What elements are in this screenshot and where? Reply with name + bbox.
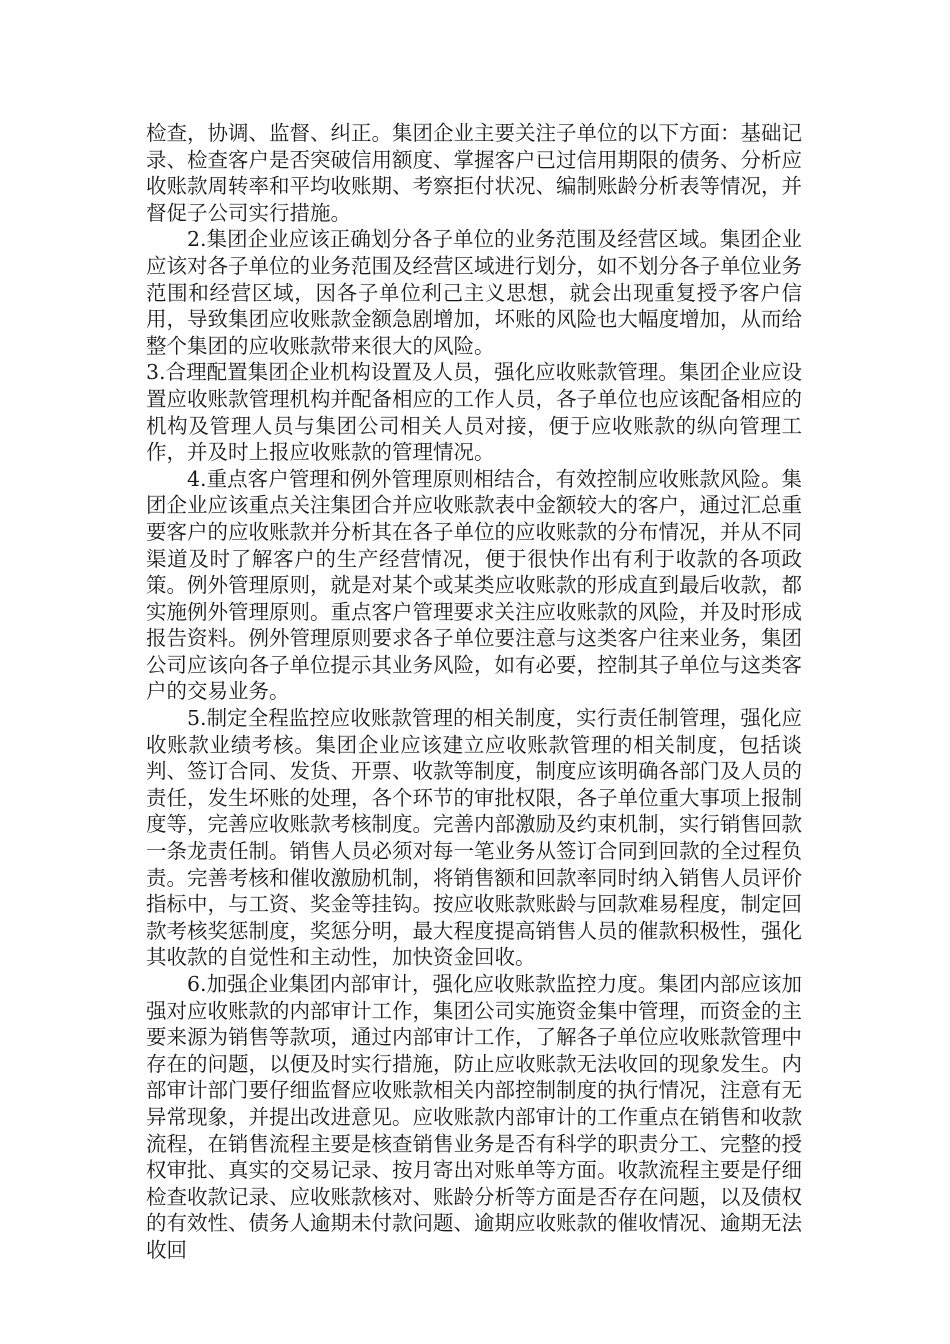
paragraph-item-6: 6.加强企业集团内部审计，强化应收账款监控力度。集团内部应该加强对应收账款的内部审计工作，集团公司实施资金集中管理，而资金的主要来源为销售等款项，通过内部审计工作，了解各子单位应收账款管理中存在的问题，以便及时实行措施，防止应收账款无法收回的现象发生。内部审计部门要仔细监督应收账款相关内部控制制度的执行情况，注意有无异常现象，并提出改进意见。应收账款内部审计的工作重点在销售和收款流程，在销售流程主要是核查销售业务是否有科学的职责分工、完整的授权审批、真实的交易记录、按月寄出对账单等方面。收款流程主要是仔细检查收款记录、应收账款核对、账龄分析等方面是否存在问题，以及债权的有效性、债务人逾期未付款问题、逾期应收账款的催收情况、逾期无法收回 [146,972,802,1262]
paragraph-item-3: 3.合理配置集团企业机构设置及人员，强化应收账款管理。集团企业应设置应收账款管理机构并配备相应的工作人员，各子单位也应该配备相应的机构及管理人员与集团公司相关人员对接，便于应收账款的纵向管理工作，并及时上报应收账款的管理情况。 [146,360,802,465]
paragraph-continuation: 检查，协调、监督、纠正。集团企业主要关注子单位的以下方面：基础记录、检查客户是否突破信用额度、掌握客户已过信用期限的债务、分析应收账款周转率和平均收账期、考察拒付状况、编制账龄分析表等情况，并督促子公司实行措施。 [146,121,802,225]
paragraph-item-4: 4.重点客户管理和例外管理原则相结合，有效控制应收账款风险。集团企业应该重点关注集团合并应收账款表中金额较大的客户，通过汇总重要客户的应收账款并分析其在各子单位的应收账款的分布情况，并从不同渠道及时了解客户的生产经营情况，便于很快作出有利于收款的各项政策。例外管理原则，就是对某个或某类应收账款的形成直到最后收款，都实施例外管理原则。重点客户管理要求关注应收账款的风险，并及时形成报告资料。例外管理原则要求各子单位要注意与这类客户往来业务，集团公司应该向各子单位提示其业务风险，如有必要，控制其子单位与这类客户的交易业务。 [146,466,802,704]
document-page [146,120,802,1264]
paragraph-item-2: 2.集团企业应该正确划分各子单位的业务范围及经营区域。集团企业应该对各子单位的业务范围及经营区域进行划分，如不划分各子单位业务范围和经营区域，因各子单位利己主义思想，就会出现重复授予客户信用，导致集团应收账款金额急剧增加，坏账的风险也大幅度增加，从而给整个集团的应收账款带来很大的风险。 [146,227,802,358]
paragraph-item-5: 5.制定全程监控应收账款管理的相关制度，实行责任制管理，强化应收账款业绩考核。集团企业应该建立应收账款管理的相关制度，包括谈判、签订合同、发货、开票、收款等制度，制度应该明确各部门及人员的责任，发生坏账的处理，各个环节的审批权限，各子单位重大事项上报制度等，完善应收账款考核制度。完善内部激励及约束机制，实行销售回款一条龙责任制。销售人员必须对每一笔业务从签订合同到回款的全过程负责。完善考核和催收激励机制，将销售额和回款率同时纳入销售人员评价指标中，与工资、奖金等挂钩。按应收账款账龄与回款难易程度，制定回款考核奖惩制度，奖惩分明，最大程度提高销售人员的催款积极性，强化其收款的自觉性和主动性，加快资金回收。 [146,706,802,970]
